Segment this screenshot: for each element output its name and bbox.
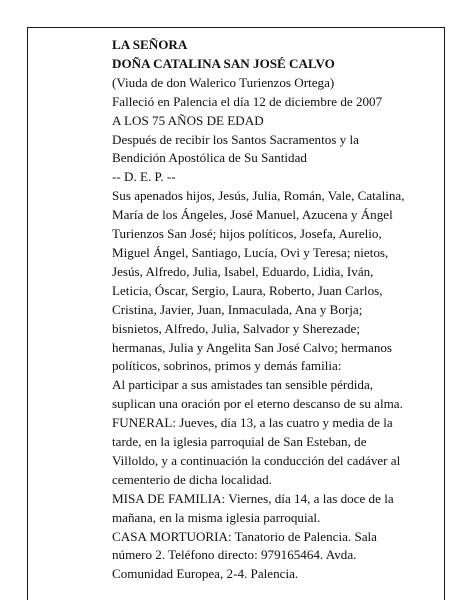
family-line: políticos, sobrinos, primos y demás familia: — [112, 358, 342, 374]
mortuary-line: número 2. Teléfono directo: 979165464. Avda. — [112, 547, 357, 563]
prayer-line: Al participar a sus amistades tan sensible pérdida, — [112, 377, 374, 393]
mortuary-line: Comunidad Europea, 2-4. Palencia. — [112, 566, 299, 582]
widow-of-line: (Viuda de don Walerico Turienzos Ortega) — [112, 74, 335, 90]
family-line: Jesús, Alfredo, Julia, Isabel, Eduardo, Lidia, Iván, — [112, 263, 374, 279]
family-line: hermanas, Julia y Angelita San José Calvo; hermanos — [112, 339, 393, 355]
family-line: Miguel Ángel, Santiago, Lucía, Ovi y Teresa; nietos, — [112, 244, 389, 260]
prayer-line: suplican una oración por el eterno descanso de su alma. — [112, 396, 403, 412]
heading-title: LA SEÑORA — [112, 37, 188, 52]
border-top — [27, 27, 445, 28]
family-mass-line: mañana, en la misma iglesia parroquial. — [112, 509, 321, 525]
funeral-line: cementerio de dicha localidad. — [112, 471, 272, 487]
funeral-line: FUNERAL: Jueves, día 13, a las cuatro y media de la — [112, 415, 393, 431]
family-line: Leticia, Óscar, Sergio, Laura, Roberto, Juan Carlos, — [112, 282, 383, 298]
death-date-line: Falleció en Palencia el día 12 de diciembre de 2007 — [112, 93, 383, 109]
funeral-line: Villoldo, y a continuación la conducción del cadáver al — [112, 452, 401, 468]
funeral-line: tarde, en la iglesia parroquial de San Esteban, de — [112, 434, 367, 450]
mortuary-line: CASA MORTUORIA: Tanatorio de Palencia. Sala — [112, 528, 377, 544]
family-line: María de los Ángeles, José Manuel, Azucena y Ángel — [112, 207, 393, 223]
family-line: bisnietos, Alfredo, Julia, Salvador y Sherezade; — [112, 320, 360, 336]
border-right — [444, 27, 445, 600]
family-line: Cristina, Javier, Juan, Inmaculada, Ana y Borja; — [112, 301, 363, 317]
family-mass-line: MISA DE FAMILIA: Viernes, día 14, a las doce de la — [112, 490, 394, 506]
border-left — [27, 27, 28, 600]
obituary-notice — [112, 36, 412, 584]
family-line: Turienzos San José; hijos políticos, Josefa, Aurelio, — [112, 226, 382, 242]
dep-line: -- D. E. P. -- — [112, 169, 176, 185]
age-line: A LOS 75 AÑOS DE EDAD — [112, 112, 264, 128]
sacraments-line-2: Bendición Apostólica de Su Santidad — [112, 150, 307, 166]
family-line: Sus apenados hijos, Jesús, Julia, Román, Vale, Catalina, — [112, 188, 405, 204]
sacraments-line-1: Después de recibir los Santos Sacramentos y la — [112, 131, 359, 147]
deceased-name: DOÑA CATALINA SAN JOSÉ CALVO — [112, 55, 335, 71]
